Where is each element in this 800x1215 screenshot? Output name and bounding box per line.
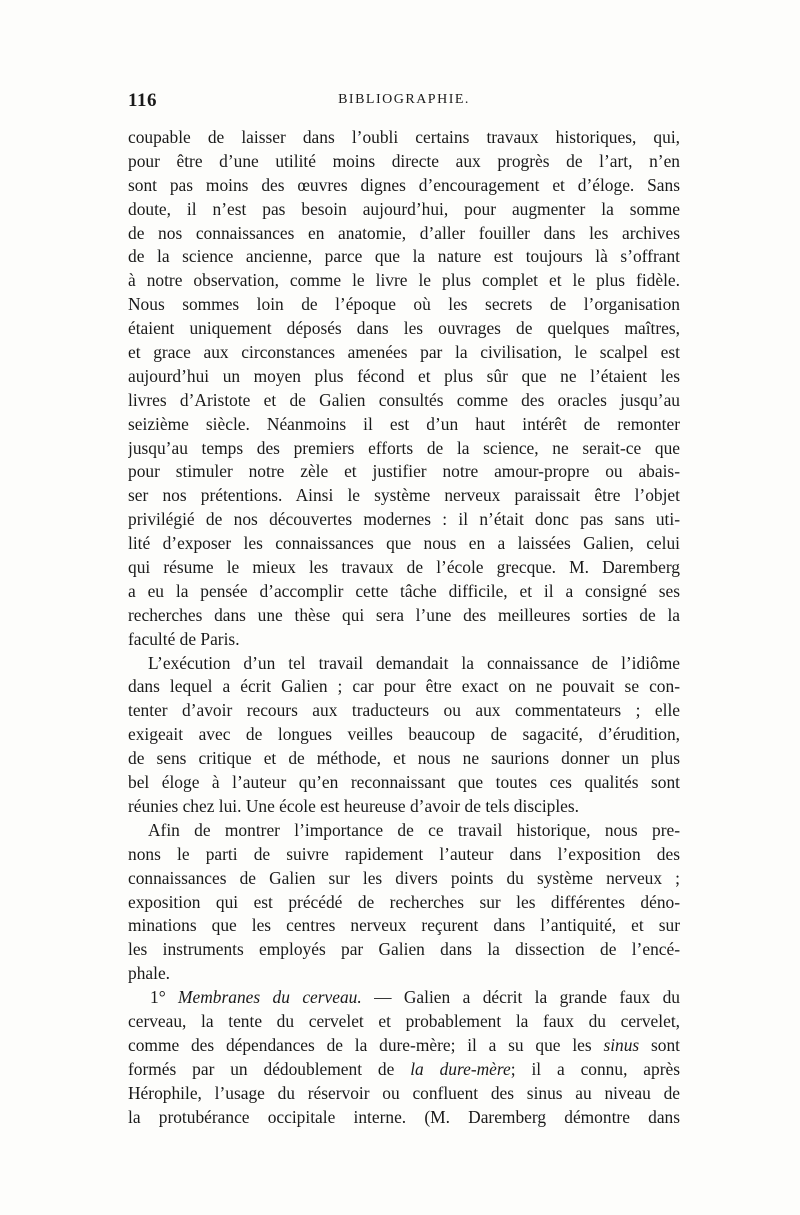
text-line: recherches dans une thèse qui sera l’une des meilleures sorties de la	[128, 604, 680, 625]
text-line: de la science ancienne, parce que la nature est toujours là s’offrant	[128, 246, 680, 267]
line-text: ; il a connu, après	[510, 1058, 680, 1079]
text-line: exigeait avec de longues veilles beaucoup de sagacité, d’érudition,	[128, 724, 680, 745]
text-line: réunies chez lui. Une école est heureuse d’avoir de tels disciples.	[128, 795, 580, 816]
text-line: L’exécution d’un tel travail demandait la connaissance de l’idiôme	[148, 652, 680, 673]
text-line: tenter d’avoir recours aux traducteurs ou aux commentateurs ; elle	[128, 700, 680, 721]
text-line: et grace aux circonstances amenées par la civilisation, le scalpel est	[128, 342, 680, 363]
text-line: jusqu’au temps des premiers efforts de la science, ne serait-ce que	[128, 437, 680, 458]
text-line: bel éloge à l’auteur qu’en reconnaissant que toutes ces qualités sont	[128, 772, 680, 793]
text-line: pour être d’une utilité moins directe aux progrès de l’art, n’en	[128, 150, 680, 171]
text-line: Nous sommes loin de l’époque où les secrets de l’organisation	[128, 294, 680, 315]
text-line: aujourd’hui un moyen plus fécond et plus sûr que ne l’étaient les	[128, 365, 680, 386]
text-line: les instruments employés par Galien dans la dissection de l’encé-	[128, 939, 680, 960]
text-line: de sens critique et de méthode, et nous ne saurions donner un plus	[128, 748, 680, 769]
text-line: de nos connaissances en anatomie, d’aller fouiller dans les archives	[128, 222, 680, 243]
text-line: Hérophile, l’usage du réservoir ou confluent des sinus au niveau de	[128, 1082, 680, 1103]
text-line: la protubérance occipitale interne. (M. Daremberg démontre dans	[128, 1106, 680, 1127]
text-line: privilégié de nos découvertes modernes : il n’était donc pas sans uti-	[128, 509, 680, 530]
text-line: coupable de laisser dans l’oubli certains travaux historiques, qui,	[128, 127, 680, 147]
text-line: doute, il n’est pas besoin aujourd’hui, pour augmenter la somme	[128, 198, 680, 219]
body-text	[128, 126, 680, 1129]
emphasis-dure-mere: la dure-mère	[410, 1058, 511, 1079]
text-line: cerveau, la tente du cervelet et probablement la faux du cervelet,	[128, 1010, 680, 1031]
line-text: formés par un dédoublement de	[128, 1058, 411, 1079]
text-line	[128, 986, 680, 1010]
text-line: a eu la pensée d’accomplir cette tâche difficile, et il a consigné ses	[128, 580, 680, 601]
text-line: minations que les centres nerveux reçurent dans l’antiquité, et sur	[128, 915, 680, 936]
section-title: Membranes du cerveau.	[178, 987, 362, 1008]
text-line: exposition qui est précédé de recherches sur les différentes déno-	[128, 891, 680, 912]
text-line: connaissances de Galien sur les divers points du système nerveux ;	[128, 867, 680, 888]
text-line: Afin de montrer l’importance de ce travail historique, nous pre-	[148, 819, 680, 840]
line-text: comme des dépendances de la dure-mère; il a su que les	[128, 1034, 604, 1055]
text-line: livres d’Aristote et de Galien consultés comme des oracles jusqu’au	[128, 389, 680, 410]
page-number: 116	[128, 90, 157, 111]
section-number: 1°	[150, 987, 179, 1008]
text-line: à notre observation, comme le livre le plus complet et le plus fidèle.	[128, 270, 680, 291]
text-line: ser nos prétentions. Ainsi le système nerveux paraissait être l’objet	[128, 485, 680, 506]
text-line: étaient uniquement déposés dans les ouvrages de quelques maîtres,	[128, 318, 680, 339]
emphasis-sinus: sinus	[603, 1034, 640, 1055]
text-line: nons le parti de suivre rapidement l’auteur dans l’exposition des	[128, 843, 680, 864]
page-header	[128, 90, 680, 114]
text-line: pour stimuler notre zèle et justifier notre amour-propre ou abais-	[128, 461, 680, 482]
text-line	[128, 1034, 680, 1058]
text-line	[128, 1058, 680, 1082]
text-line: seizième siècle. Néanmoins il est d’un haut intérêt de remonter	[128, 413, 680, 434]
text-line: faculté de Paris.	[128, 628, 240, 649]
line-text: sont	[639, 1034, 680, 1055]
text-line: phale.	[128, 963, 171, 984]
text-line: sont pas moins des œuvres dignes d’encouragement et d’éloge. Sans	[128, 174, 680, 195]
section-text: — Galien a décrit la grande faux du	[361, 987, 680, 1008]
running-head: BIBLIOGRAPHIE.	[338, 92, 470, 107]
text-line: lité d’exposer les connaissances que nous en a laissées Galien, celui	[128, 533, 680, 554]
text-line: qui résume le mieux les travaux de l’école grecque. M. Daremberg	[128, 557, 680, 578]
text-line: dans lequel a écrit Galien ; car pour être exact on ne pouvait se con-	[128, 676, 680, 697]
